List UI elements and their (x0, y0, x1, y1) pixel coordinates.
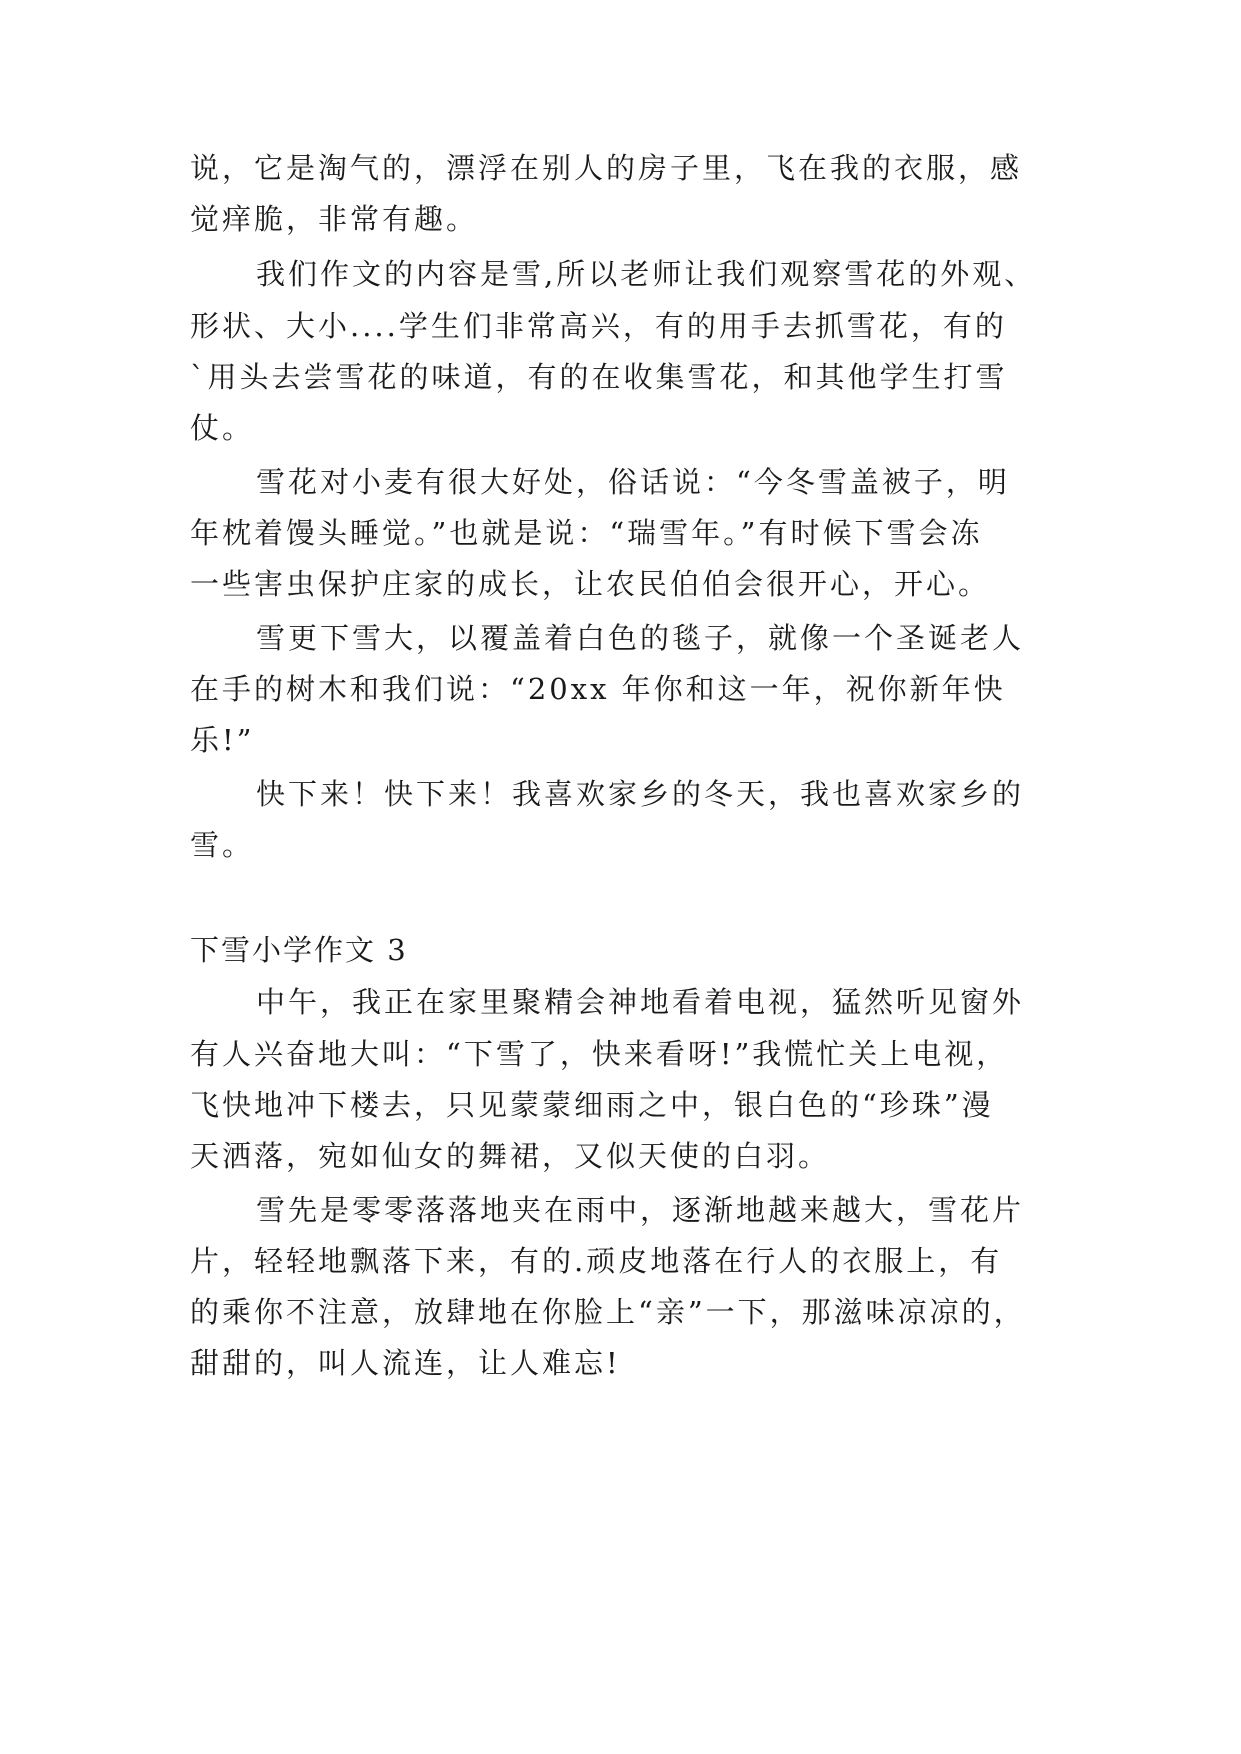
text-line: 仗。 (190, 411, 255, 445)
text-line: 说，它是淘气的，漂浮在别人的房子里，飞在我的衣服，感 (190, 151, 1023, 185)
text-line: 在手的树木和我们说：“20xx 年你和这一年，祝你新年快 (190, 672, 1006, 706)
text-line: 快下来！快下来！我喜欢家乡的冬天，我也喜欢家乡的 (256, 777, 1025, 811)
text-line: 天洒落，宛如仙女的舞裙，又似天使的白羽。 (190, 1139, 831, 1173)
text-line: 的乘你不注意，放肆地在你脸上“亲”一下，那滋味凉凉的， (190, 1295, 1026, 1329)
section-title: 下雪小学作文 3 (190, 933, 408, 967)
text-line: 乐!” (190, 723, 255, 757)
text-line: 形状、大小....学生们非常高兴，有的用手去抓雪花，有的 (190, 309, 1007, 343)
text-line: 有人兴奋地大叫：“下雪了，快来看呀!”我慌忙关上电视， (190, 1037, 1009, 1071)
text-line: 雪。 (190, 828, 255, 862)
text-line: 中午，我正在家里聚精会神地看着电视，猛然听见窗外 (256, 985, 1025, 1019)
text-line: 雪先是零零落落地夹在雨中，逐渐地越来越大，雪花片 (256, 1193, 1025, 1227)
text-line: 觉痒脆，非常有趣。 (190, 202, 479, 236)
text-line: 雪花对小麦有很大好处，俗话说：“今冬雪盖被子，明 (256, 465, 1010, 499)
text-line: 雪更下雪大，以覆盖着白色的毯子，就像一个圣诞老人 (256, 621, 1025, 655)
text-line: 甜甜的，叫人流连，让人难忘! (190, 1346, 621, 1380)
text-line: 飞快地冲下楼去，只见蒙蒙细雨之中，银白色的“珍珠”漫 (190, 1088, 994, 1122)
text-line: 片，轻轻地飘落下来，有的.顽皮地落在行人的衣服上，有 (190, 1244, 1003, 1278)
text-line: 年枕着馒头睡觉。”也就是说：“瑞雪年。”有时候下雪会冻 (190, 516, 983, 550)
text-line: 我们作文的内容是雪,所以老师让我们观察雪花的外观、 (256, 257, 1037, 291)
text-line: 一些害虫保护庄家的成长，让农民伯伯会很开心，开心。 (190, 567, 991, 601)
text-line: `用头去尝雪花的味道，有的在收集雪花，和其他学生打雪 (190, 360, 1008, 394)
